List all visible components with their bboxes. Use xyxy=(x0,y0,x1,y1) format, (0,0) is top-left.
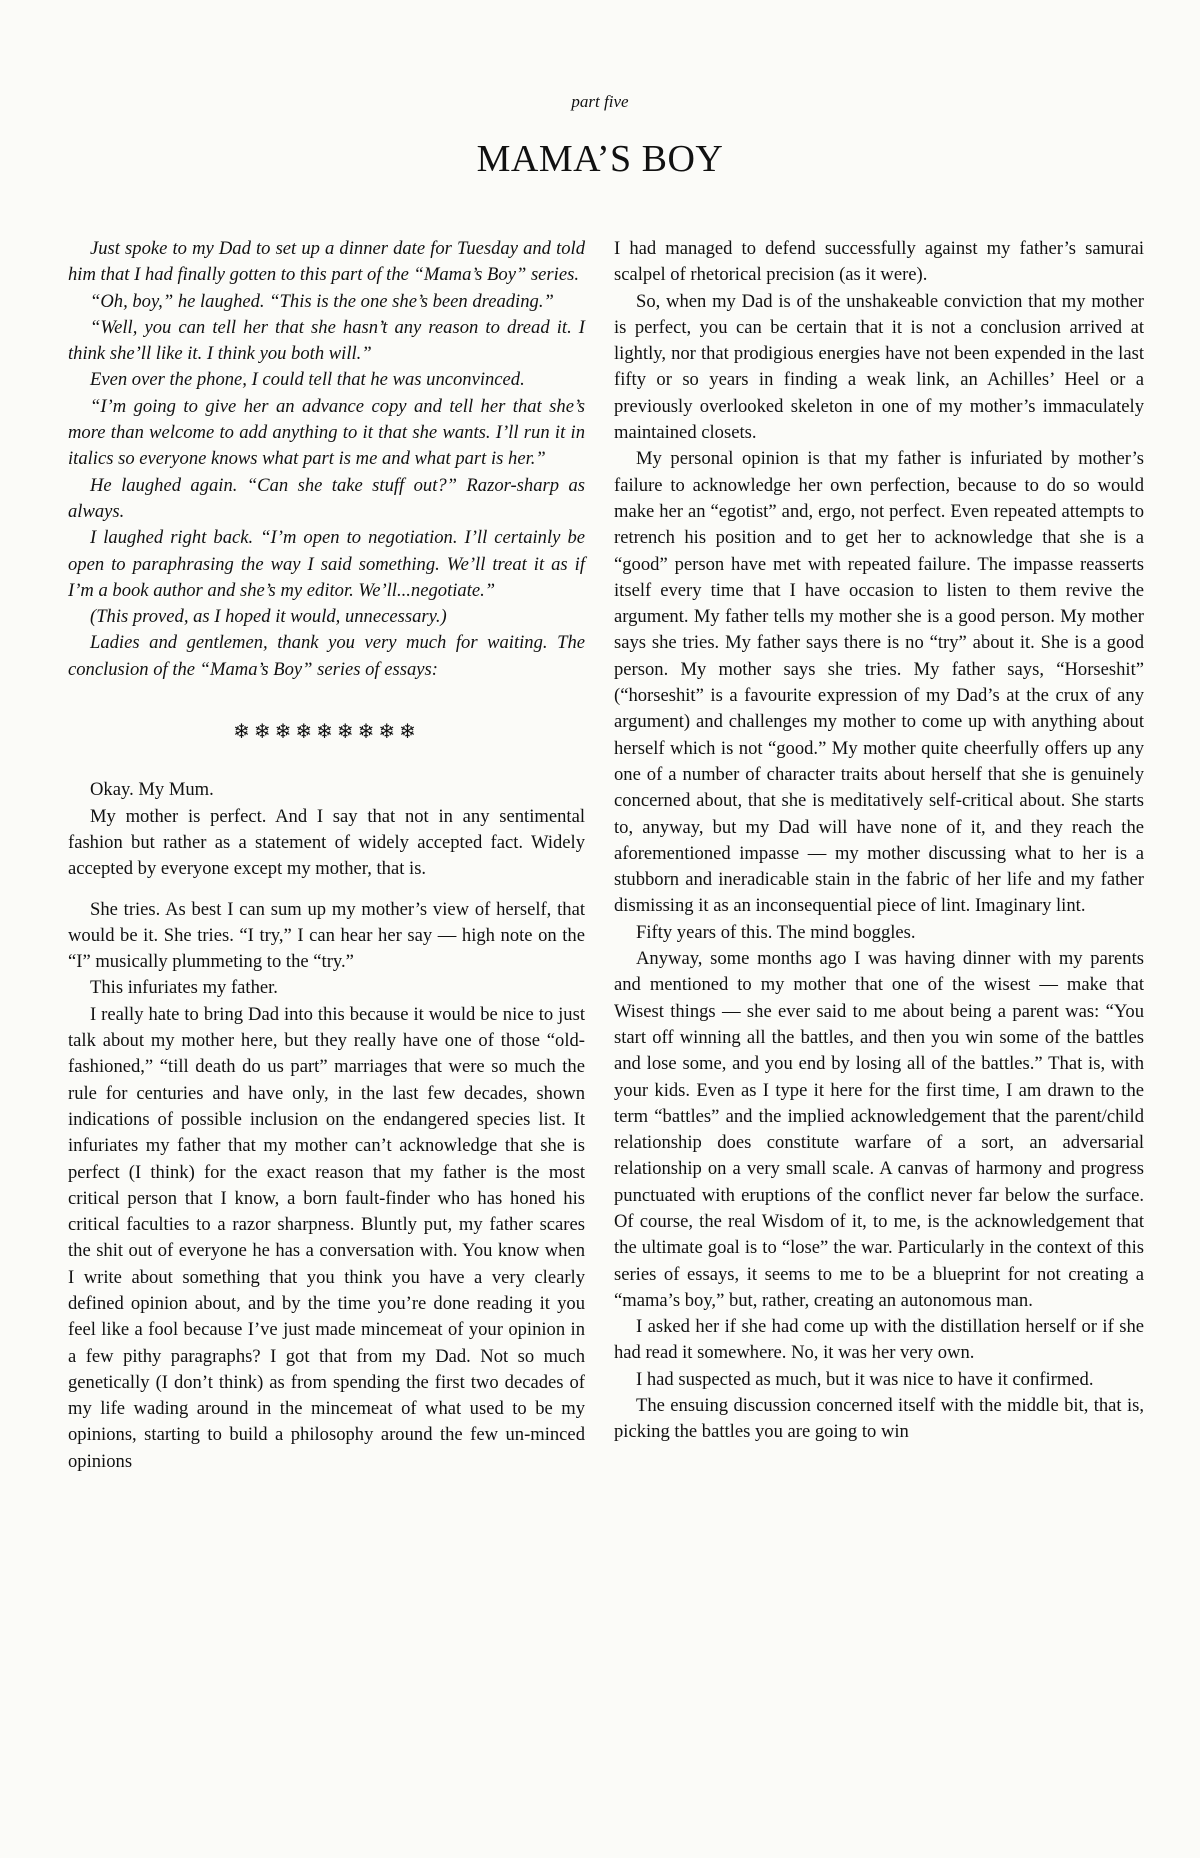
intro-paragraph: Even over the phone, I could tell that he was unconvinced. xyxy=(90,369,525,391)
body-paragraph: My mother is perfect. And I say that not in any sentimental fashion but rather as a statement of widely accepted fact. Widely accepted by everyone except my mother, that is. xyxy=(68,805,585,880)
intro-paragraph: (This proved, as I hoped it would, unnecessary.) xyxy=(90,606,447,628)
body-paragraph: I had suspected as much, but it was nice to have it confirmed. xyxy=(636,1368,1094,1390)
intro-paragraph: “I’m going to give her an advance copy and tell her that she’s more than welcome to add anything to it that she wants. I’ll run it in italics so everyone knows what part is me and what part is her.” xyxy=(68,395,585,470)
page-title: MAMA’S BOY xyxy=(476,138,724,180)
body-paragraph: Okay. My Mum. xyxy=(90,779,214,801)
body-paragraph: My personal opinion is that my father is infuriated by mother’s failure to acknowledge her own perfection, because to do so would make her an “egotist” and, ergo, not perfect. Even repeated attempts to retrench his position and to get her to acknowledge that she is a “good” person have met with repeated failure. The impasse reasserts itself every time that I have occasion to listen to them revive the argument. My father tells my mother she is a good person. My mother says she tries. My father says there is no “try” about it. She is a good person. My mother says she tries. My father says, “Horseshit” (“horseshit” is a favourite expression of my Dad’s at the crux of any argument) and challenges my mother to come up with anything about herself which is not “good.” My mother quite cheerfully offers up any one of a number of character traits about herself that she is genuinely concerned about, that she is meditatively self-critical about. She starts to, anyway, but my Dad will have none of it, and they reach the aforementioned impasse — my mother discussing what to her is a stubborn and ineradicable stain in the fabric of her life and my father dismissing it as an inconsequential piece of lint. Imaginary lint. xyxy=(614,448,1144,917)
body-paragraph: So, when my Dad is of the unshakeable conviction that my mother is perfect, you can be certain that it is not a conclusion arrived at lightly, nor that prodigious energies have not been expended in the last fifty or so years in finding a weak link, an Achilles’ Heel or a previously overlooked skeleton in one of my mother’s immaculately maintained closets. xyxy=(614,290,1144,444)
body-paragraph: This infuriates my father. xyxy=(90,977,278,999)
intro-paragraph: Ladies and gentlemen, thank you very much for waiting. The conclusion of the “Mama’s Boy” series of essays: xyxy=(68,632,585,680)
part-label: part five xyxy=(571,92,629,111)
left-column xyxy=(68,236,585,1475)
intro-paragraph: I laughed right back. “I’m open to negotiation. I’ll certainly be open to paraphrasing the way I said something. We’ll treat it as if I’m a book author and she’s my editor. We’ll...negotiate.” xyxy=(68,527,585,601)
body-paragraph: Anyway, some months ago I was having dinner with my parents and mentioned to my mother that one of the wisest — make that Wisest things — she ever said to me about being a parent was: “You start off winning all the battles, and then you win some of the battles and lose some, and you end by losing all of the battles.” That is, with your kids. Even as I type it here for the first time, I am drawn to the term “battles” and the implied acknowledgement that the parent/child relationship does constitute warfare of a sort, an adversarial relationship on a very small scale. A canvas of harmony and progress punctuated with eruptions of the conflict never far below the surface. Of course, the real Wisdom of it, to me, is the acknowledgement that the ultimate goal is to “lose” the war. Particularly in the context of this series of essays, it seems to me to be a blueprint for not creating a “mama’s boy,” but, rather, creating an autonomous man. xyxy=(614,948,1144,1311)
intro-paragraph: “Well, you can tell her that she hasn’t any reason to dread it. I think she’ll like it. I think you both will.” xyxy=(68,316,585,365)
body-paragraph: I asked her if she had come up with the distillation herself or if she had read it somewhere. No, it was her very own. xyxy=(614,1316,1144,1364)
body-paragraph: Fifty years of this. The mind boggles. xyxy=(636,921,916,943)
body-paragraph: She tries. As best I can sum up my mother’s view of herself, that would be it. She tries. “I try,” I can hear her say — high note on the “I” musically plummeting to the “try.” xyxy=(68,898,585,973)
intro-paragraph: “Oh, boy,” he laughed. “This is the one she’s been dreading.” xyxy=(90,290,554,312)
right-column xyxy=(614,236,1144,1446)
body-paragraph: I really hate to bring Dad into this because it would be nice to just talk about my mother here, but they really have one of those “old-fashioned,” “till death do us part” marriages that were so much the rule for centuries and have only, in the last few decades, shown indications of possible inclusion on the endangered species list. It infuriates my father that my mother can’t acknowledge that she is perfect (I think) for the exact reason that my father is the most critical person that I know, a born fault-finder who has honed his critical faculties to a razor sharpness. Bluntly put, my father scares the shit out of everyone he has a conversation with. You know when I write about something that you think you have a very clearly defined opinion about, and by the time you’re done reading it you feel like a fool because I’ve just made mincemeat of your opinion in a few pithy paragraphs? I got that from my Dad. Not so much genetically (I don’t think) as from spending the first two decades of my life wading around in the mincemeat of what used to be my opinions, starting to build a philosophy around the few un-minced opinions xyxy=(68,1003,585,1472)
body-paragraph: The ensuing discussion concerned itself with the middle bit, that is, picking the battles you are going to win xyxy=(614,1395,1144,1443)
intro-paragraph: Just spoke to my Dad to set up a dinner date for Tuesday and told him that I had finally gotten to this part of the “Mama’s Boy” series. xyxy=(68,238,585,286)
intro-paragraph: He laughed again. “Can she take stuff out?” Razor-sharp as always. xyxy=(68,474,585,522)
section-divider-ornament: ❄❄❄❄❄❄❄❄❄ xyxy=(233,721,420,744)
body-paragraph: I had managed to defend successfully against my father’s samurai scalpel of rhetorical precision (as it were). xyxy=(614,238,1144,286)
